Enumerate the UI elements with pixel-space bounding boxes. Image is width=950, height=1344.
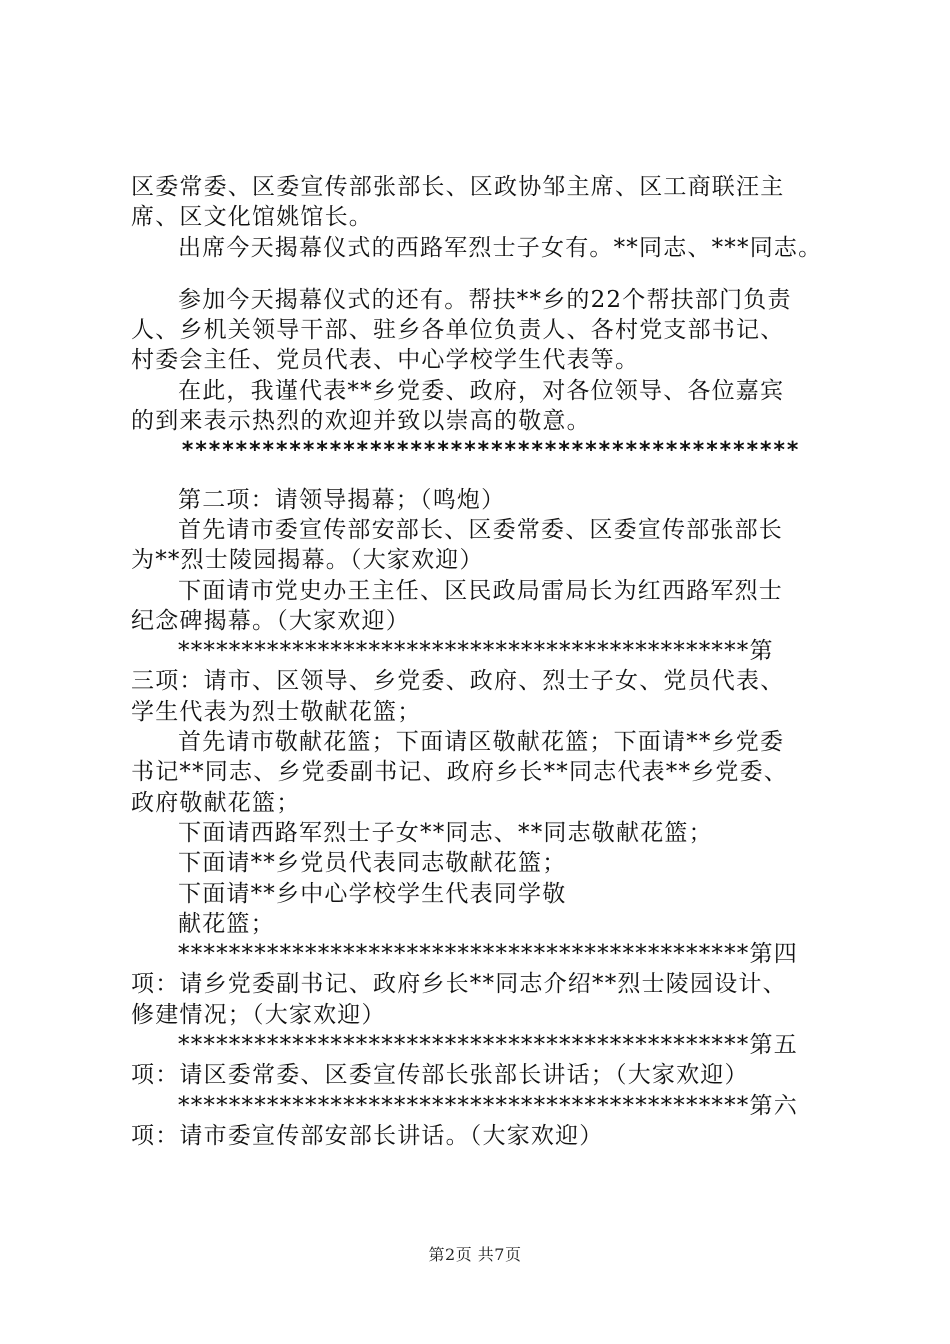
text-line: 学生代表为烈士敬献花篮；	[131, 698, 422, 725]
text-line: 纪念碑揭幕。（大家欢迎）	[131, 607, 410, 634]
text-line: 下面请西路军烈士子女**同志、**同志敬献花篮；	[178, 819, 713, 846]
text-line: 三项：请市、区领导、乡党委、政府、烈士子女、党员代表、	[131, 668, 785, 695]
section-heading-start: *********************************************第六	[178, 1092, 798, 1119]
section-heading-start: *********************************************第	[178, 638, 774, 665]
text-line: 首先请市敬献花篮；下面请区敬献花篮；下面请**乡党委	[178, 729, 785, 756]
text-line: 席、区文化馆姚馆长。	[131, 204, 373, 231]
text-line: 项：请市委宣传部安部长讲话。（大家欢迎）	[131, 1122, 604, 1149]
text-line: 下面请**乡党员代表同志敬献花篮；	[178, 850, 567, 877]
text-line: 政府敬献花篮；	[131, 789, 301, 816]
asterisk-separator: **********************************************	[181, 438, 800, 464]
text-line: 的到来表示热烈的欢迎并致以崇高的敬意。	[131, 408, 591, 435]
text-line: 修建情况；（大家欢迎）	[131, 1001, 386, 1028]
text-line: 在此，我谨代表**乡党委、政府，对各位领导、各位嘉宾	[178, 377, 785, 404]
text-line: 献花篮；	[178, 910, 275, 937]
section-heading-start: *********************************************第四	[178, 941, 798, 968]
text-line: 项：请乡党委副书记、政府乡长**同志介绍**烈士陵园设计、	[131, 971, 787, 998]
text-line: 区委常委、区委宣传部张部长、区政协邹主席、区工商联汪主	[131, 174, 785, 200]
text-line: 出席今天揭幕仪式的西路军烈士子女有。**同志、***同志。	[178, 234, 823, 261]
section-heading: 第二项：请领导揭幕；（鸣炮）	[178, 486, 506, 513]
paragraph-gap	[131, 467, 851, 485]
text-line: 人、乡机关领导干部、驻乡各单位负责人、各村党支部书记、	[131, 317, 785, 344]
text-line: 村委会主任、党员代表、中心学校学生代表等。	[131, 347, 640, 374]
paragraph-gap	[131, 263, 851, 285]
text-line: 参加今天揭幕仪式的还有。帮扶**乡的22个帮扶部门负责	[178, 286, 792, 313]
page-number-footer: 第2页 共7页	[428, 1245, 522, 1264]
text-line: 下面请**乡中心学校学生代表同学敬	[178, 880, 567, 907]
text-line: 下面请市党史办王主任、区民政局雷局长为红西路军烈士	[178, 577, 783, 604]
text-line: 为**烈士陵园揭幕。（大家欢迎）	[131, 547, 484, 574]
text-line: 首先请市委宣传部安部长、区委常委、区委宣传部张部长	[178, 516, 783, 543]
section-heading-start: *********************************************第五	[178, 1032, 798, 1059]
text-line: 书记**同志、乡党委副书记、政府乡长**同志代表**乡党委、	[131, 759, 788, 786]
document-body	[131, 172, 851, 1151]
text-line: 项：请区委常委、区委宣传部长张部长讲话；（大家欢迎）	[131, 1062, 749, 1089]
